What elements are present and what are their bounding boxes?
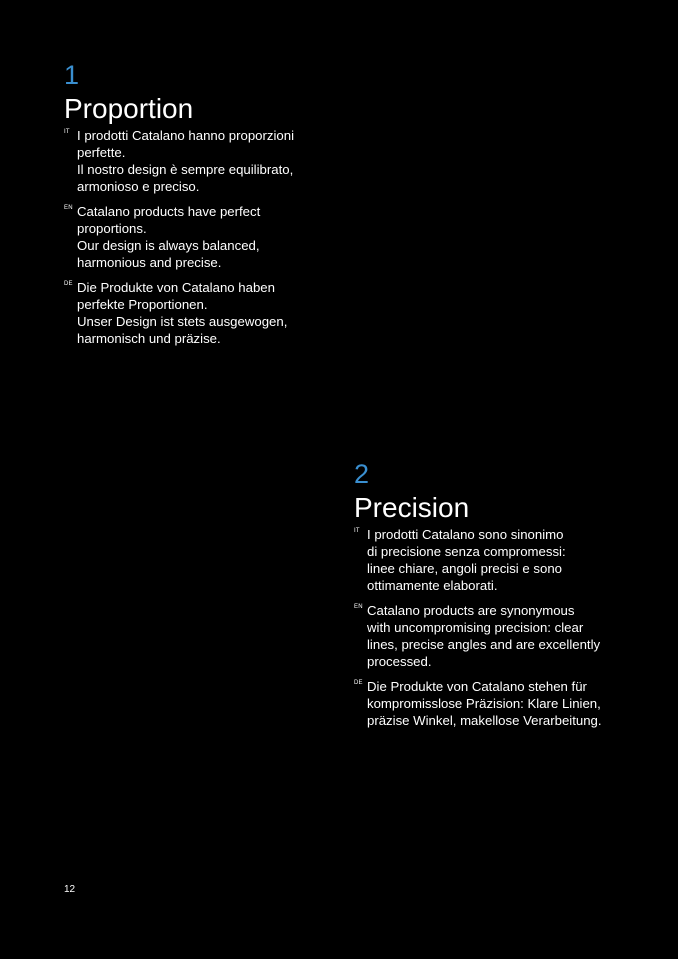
- section-proportion: [64, 60, 324, 347]
- text-block-de: [354, 678, 624, 729]
- text-line: Our design is always balanced,: [77, 238, 260, 253]
- text-line: Die Produkte von Catalano haben: [77, 280, 275, 295]
- text-line: lines, precise angles and are excellently: [367, 637, 601, 652]
- text-line: Unser Design ist stets ausgewogen,: [77, 314, 288, 329]
- text-line: kompromisslose Präzision: Klare Linien,: [367, 696, 601, 711]
- text-block-de: [64, 279, 324, 347]
- text-line: perfette.: [77, 145, 126, 160]
- text-line: with uncompromising precision: clear: [367, 620, 584, 635]
- text-line: I prodotti Catalano sono sinonimo: [367, 527, 564, 542]
- language-blocks: [354, 526, 624, 729]
- text-line: Catalano products are synonymous: [367, 603, 575, 618]
- text-line: proportions.: [77, 221, 147, 236]
- text-line: processed.: [367, 654, 432, 669]
- text-block-en: [354, 602, 624, 670]
- section-title: Proportion: [64, 93, 194, 124]
- text-line: Il nostro design è sempre equilibrato,: [77, 162, 294, 177]
- text-line: I prodotti Catalano hanno proporzioni: [77, 128, 295, 143]
- text-line: Die Produkte von Catalano stehen für: [367, 679, 587, 694]
- text-line: di precisione senza compromessi:: [367, 544, 566, 559]
- section-number: 1: [64, 60, 80, 90]
- language-blocks: [64, 127, 324, 347]
- language-tag: DE: [354, 680, 363, 686]
- language-tag: DE: [64, 281, 73, 287]
- language-tag: IT: [354, 528, 360, 534]
- section-precision: [354, 459, 624, 729]
- section-number: 2: [354, 459, 370, 489]
- language-tag: IT: [64, 129, 70, 135]
- language-tag: EN: [354, 604, 363, 610]
- text-block-en: [64, 203, 324, 271]
- text-line: harmonisch und präzise.: [77, 331, 221, 346]
- text-line: ottimamente elaborati.: [367, 578, 498, 593]
- section-title: Precision: [354, 492, 470, 523]
- text-block-it: [64, 127, 324, 195]
- text-line: harmonious and precise.: [77, 255, 222, 270]
- text-line: präzise Winkel, makellose Verarbeitung.: [367, 713, 602, 728]
- text-line: armonioso e preciso.: [77, 179, 200, 194]
- page-number: 12: [64, 884, 76, 895]
- language-tag: EN: [64, 205, 73, 211]
- text-line: Catalano products have perfect: [77, 204, 261, 219]
- text-line: perfekte Proportionen.: [77, 297, 208, 312]
- text-line: linee chiare, angoli precisi e sono: [367, 561, 562, 576]
- text-block-it: [354, 526, 624, 594]
